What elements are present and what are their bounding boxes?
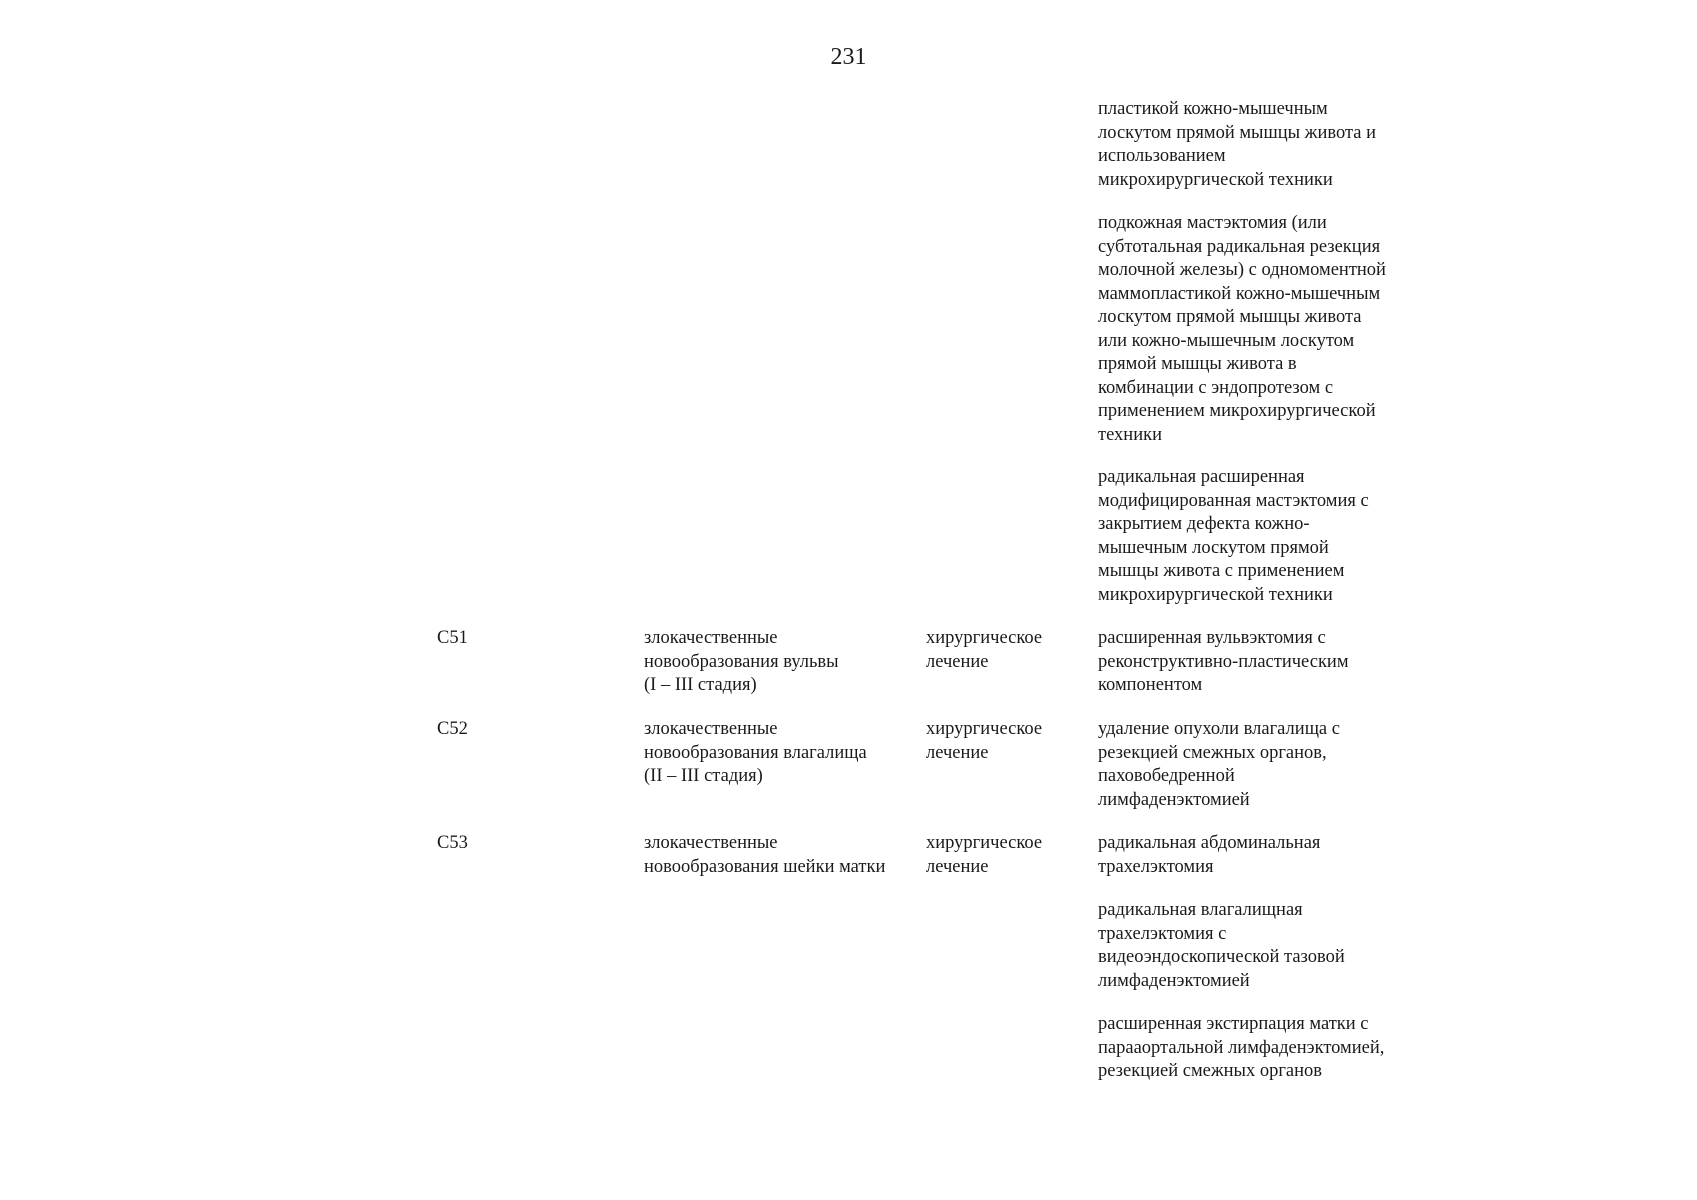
page-number: 231 [830,44,867,70]
method-text: расширенная вульвэктомия с реконструктивно-пластическим компонентом [1098,628,1349,695]
method-text: радикальная влагалищная трахелэктомия с видеоэндоскопической тазовой лимфаденэктомией [1098,900,1345,991]
method-text: расширенная экстирпация матки с парааортальной лимфаденэктомией, резекцией смежных органов [1098,1014,1385,1081]
diagnosis-description: злокачественные новообразования шейки матки [644,833,886,877]
method-text: удаление опухоли влагалища с резекцией смежных органов, паховобедренной лимфаденэктомией [1098,719,1340,810]
diagnosis-code: C52 [437,719,468,739]
treatment-type: хирургическое лечение [926,719,1043,763]
method-text: подкожная мастэктомия (или субтотальная радикальная резекция молочной железы) с одномоментной маммопластикой кожно-мышечным лоскутом прямой мышцы живота или кожно-мышечным лоскутом прямой мышцы живота в комбинации с эндопротезом с применением микрохирургической техники [1098,213,1386,445]
method-text: радикальная абдоминальная трахелэктомия [1098,833,1321,877]
diagnosis-description: злокачественные новообразования вульвы (I – III стадия) [644,628,839,695]
diagnosis-code: C51 [437,628,468,648]
method-text: радикальная расширенная модифицированная мастэктомия с закрытием дефекта кожно- мышечным лоскутом прямой мышцы живота с применением микрохирургической техники [1098,467,1369,605]
method-text: пластикой кожно-мышечным лоскутом прямой мышцы живота и использованием микрохирургической техники [1098,99,1377,190]
diagnosis-code: C53 [437,833,468,853]
treatment-type: хирургическое лечение [926,833,1043,877]
treatment-type: хирургическое лечение [926,628,1043,672]
diagnosis-description: злокачественные новообразования влагалища (II – III стадия) [644,719,867,786]
